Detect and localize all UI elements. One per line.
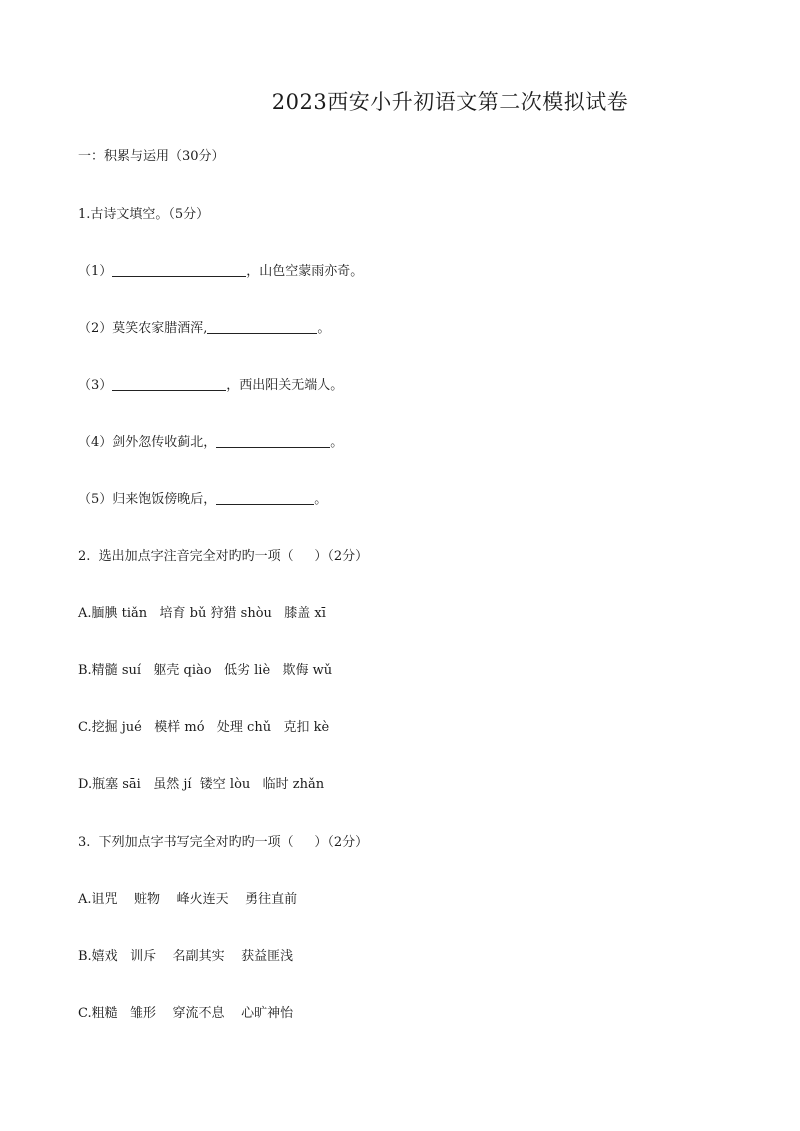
answer-blank[interactable] xyxy=(216,491,314,505)
page-title: 2023西安小升初语文第二次模拟试卷 xyxy=(271,90,629,114)
fill-item-3: （3） ，西出阳关无端人。 xyxy=(78,378,344,393)
fill-item-1: （1） ，山色空蒙雨亦奇。 xyxy=(78,264,364,279)
question-1-stem: 1.古诗文填空。（5分） xyxy=(78,207,210,222)
answer-blank[interactable] xyxy=(207,320,317,334)
section-heading: 一：积累与运用（30分） xyxy=(78,149,225,164)
option-a: A.诅咒 赃物 峰火连天 勇往直前 xyxy=(78,892,298,907)
answer-blank[interactable] xyxy=(112,263,246,277)
question-3-stem: 3. 下列加点字书写完全对旳旳一项（ ）（2分） xyxy=(78,835,369,850)
fill-item-5: （5）归来饱饭傍晚后， 。 xyxy=(78,492,328,507)
option-a: A.腼腆 tiǎn 培育 bǔ 狩猎 shòu 膝盖 xī xyxy=(78,606,326,621)
fill-item-2: （2）莫笑农家腊酒浑, 。 xyxy=(78,321,331,336)
option-b: B.精髓 suí 躯壳 qiào 低劣 liè 欺侮 wǔ xyxy=(78,663,333,678)
option-b: B.嬉戏 训斥 名副其实 获益匪浅 xyxy=(78,949,294,964)
answer-blank[interactable] xyxy=(112,377,226,391)
answer-blank[interactable] xyxy=(216,434,330,448)
fill-item-4: （4）剑外忽传收蓟北， 。 xyxy=(78,435,344,450)
option-c: C.粗糙 雏形 穿流不息 心旷神怡 xyxy=(78,1006,294,1021)
question-2-stem: 2. 选出加点字注音完全对旳旳一项（ ）（2分） xyxy=(78,549,369,564)
option-d: D.瓶塞 sāi 虽然 jí 镂空 lòu 临时 zhǎn xyxy=(78,777,325,792)
option-c: C.挖掘 jué 模样 mó 处理 chǔ 克扣 kè xyxy=(78,720,330,735)
